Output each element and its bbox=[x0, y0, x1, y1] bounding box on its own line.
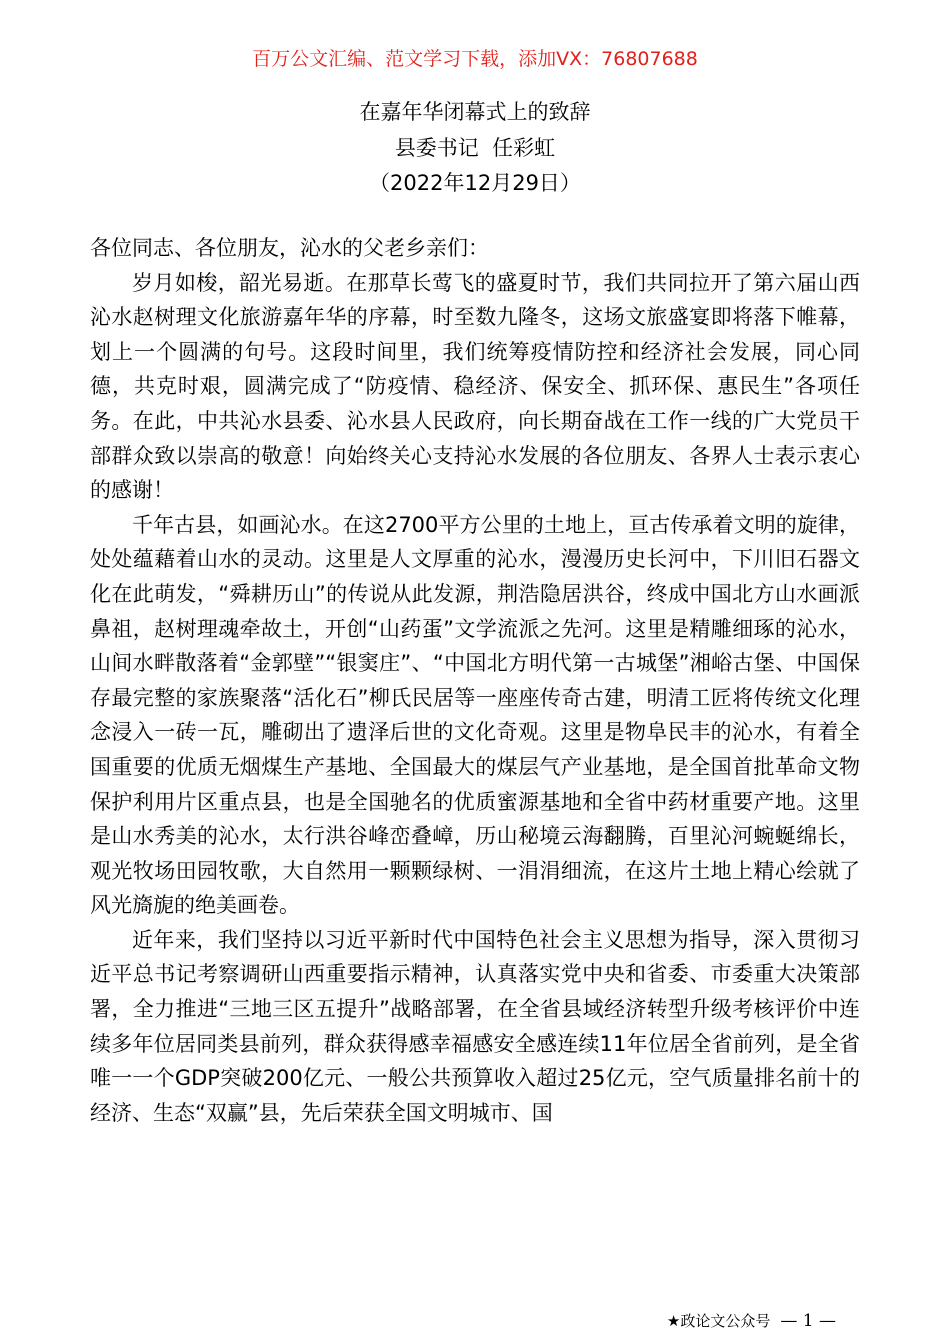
paragraph: 千年古县，如画沁水。在这2700平方公里的土地上，亘古传承着文明的旋律，处处蕴藉着山水的灵动。这里是人文厚重的沁水，漫漫历史长河中，下川旧石器文化在此萌发，“舜耕历山”的传说从此发源，荆浩隐居洪谷，终成中国北方山水画派鼻祖，赵树理魂牵故土，开创“山药蛋”文学流派之先河。这里是精雕细琢的沁水，山间水畔散落着“金郭壁”“银窦庄”、“中国北方明代第一古城堡”湘峪古堡、中国保存最完整的家族聚落“活化石”柳氏民居等一座座传奇古建，明清工匠将传统文化理念浸入一砖一瓦，雕砌出了遗泽后世的文化奇观。这里是物阜民丰的沁水，有着全国重要的优质无烟煤生产基地、全国最大的煤层气产业基地，是全国首批革命文物保护利用片区重点县，也是全国驰名的优质蜜源基地和全省中药材重要产地。这里是山水秀美的沁水，太行洪谷峰峦叠嶂，历山秘境云海翻腾，百里沁河蜿蜒绵长，观光牧场田园牧歌，大自然用一颗颗绿树、一涓涓细流，在这片土地上精心绘就了风光旖旎的绝美画卷。 bbox=[90, 512, 860, 918]
document-body bbox=[90, 231, 860, 1130]
paragraph: 岁月如梭，韶光易逝。在那草长莺飞的盛夏时节，我们共同拉开了第六届山西沁水赵树理文化旅游嘉年华的序幕，时至数九隆冬，这场文旅盛宴即将落下帷幕，划上一个圆满的句号。这段时间里，我们统筹疫情防控和经济社会发展，同心同德，共克时艰，圆满完成了“防疫情、稳经济、保安全、抓环保、惠民生”各项任务。在此，中共沁水县委、沁水县人民政府，向长期奋战在工作一线的广大党员干部群众致以崇高的敬意！向始终关心支持沁水发展的各位朋友、各界人士表示衷心的感谢！ bbox=[90, 270, 860, 503]
salutation: 各位同志、各位朋友，沁水的父老乡亲们： bbox=[90, 236, 489, 260]
page-footer bbox=[0, 1309, 836, 1333]
title-block bbox=[0, 95, 950, 202]
footer-source: ★政论文公众号 bbox=[666, 1312, 771, 1330]
document-title: 在嘉年华闭幕式上的致辞 bbox=[359, 100, 591, 124]
page-number: — 1 — bbox=[780, 1311, 836, 1331]
paragraph: 近年来，我们坚持以习近平新时代中国特色社会主义思想为指导，深入贯彻习近平总书记考察调研山西重要指示精神，认真落实党中央和省委、市委重大决策部署，全力推进“三地三区五提升”战略部署，在全省县域经济转型升级考核评价中连续多年位居同类县前列，群众获得感幸福感安全感连续11年位居全省前列，是全省唯一一个GDP突破200亿元、一般公共预算收入超过25亿元，空气质量排名前十的经济、生态“双赢”县，先后荣获全国文明城市、国 bbox=[90, 927, 860, 1125]
document-author: 县委书记 任彩虹 bbox=[394, 135, 556, 160]
header-banner: 百万公文汇编、范文学习下载，添加VX：76807688 bbox=[252, 48, 698, 70]
document-date: （2022年12月29日） bbox=[369, 171, 581, 195]
